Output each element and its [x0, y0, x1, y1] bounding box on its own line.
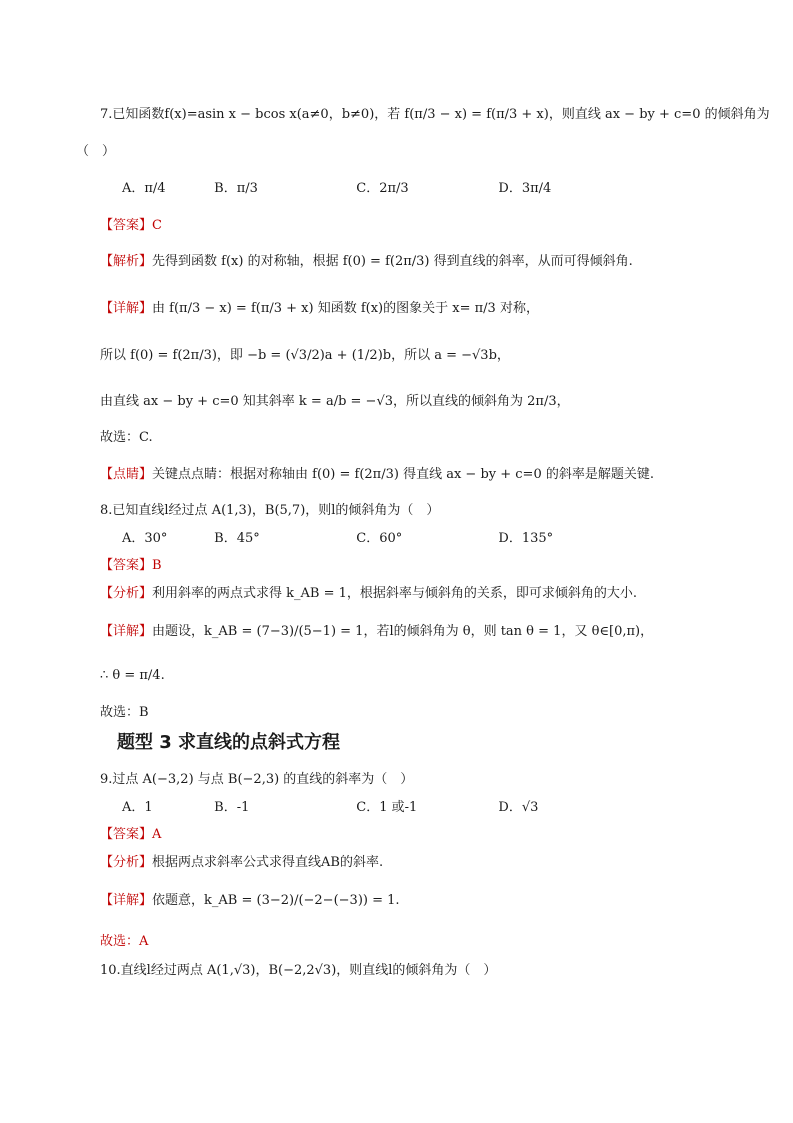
- q9-options: [122, 799, 782, 817]
- q9-answer: 【答案】A: [100, 827, 162, 842]
- q9-option-a: A．1: [122, 800, 153, 815]
- q9-option-d: D．√3: [498, 800, 539, 815]
- q8-option-c: C．60°: [356, 531, 403, 546]
- q9-choose: 故选：A: [100, 934, 149, 949]
- q8-choose: 故选：B: [100, 705, 149, 720]
- q9-analysis: 【分析】根据两点求斜率公式求得直线AB的斜率.: [100, 855, 384, 870]
- q8-analysis: 【分析】利用斜率的两点式求得 k_AB = 1，根据斜率与倾斜角的关系，即可求倾斜角的大小.: [100, 586, 638, 601]
- q9-stem: 9.过点 A(−3,2) 与点 B(−2,3) 的直线的斜率为（ ）: [100, 772, 414, 787]
- q7-stem: 7.已知函数f(x)=asin x − bcos x(a≠0，b≠0)，若 f(π/3 − x) = f(π/3 + x)，则直线 ax − by + c=0 的倾斜角为: [100, 107, 770, 122]
- q7-paren: （ ）: [76, 144, 116, 159]
- q8-options: [122, 530, 782, 548]
- q7-option-a: A．π/4: [122, 181, 166, 196]
- q7-detail-3: 由直线 ax − by + c=0 知其斜率 k = a/b = −√3，所以直线的倾斜角为 2π/3，: [100, 394, 570, 409]
- q8-stem: 8.已知直线l经过点 A(1,3)，B(5,7)，则l的倾斜角为（ ）: [100, 503, 440, 518]
- q8-option-d: D．135°: [498, 531, 554, 546]
- q8-option-b: B．45°: [214, 531, 260, 546]
- q7-comment: 【点睛】关键点点睛：根据对称轴由 f(0) = f(2π/3) 得直线 ax − by + c=0 的斜率是解题关键.: [100, 467, 654, 482]
- q7-choose: 故选：C.: [100, 430, 153, 445]
- q7-option-b: B．π/3: [214, 181, 258, 196]
- q7-option-c: C．2π/3: [356, 181, 409, 196]
- q9-option-c: C．1 或-1: [356, 800, 418, 815]
- q8-answer: 【答案】B: [100, 558, 162, 573]
- q9-option-b: B．-1: [214, 800, 250, 815]
- section-heading: 题型 3 求直线的点斜式方程: [117, 732, 341, 753]
- q7-option-d: D．3π/4: [498, 181, 552, 196]
- q7-detail-1: 【详解】由 f(π/3 − x) = f(π/3 + x) 知函数 f(x)的图象关于 x= π/3 对称，: [100, 301, 539, 316]
- q7-options: [122, 180, 782, 198]
- q9-detail-1: 【详解】依题意，k_AB = (3−2)/(−2−(−3)) = 1.: [100, 893, 400, 908]
- q7-analysis: 【解析】先得到函数 f(x) 的对称轴，根据 f(0) = f(2π/3) 得到直线的斜率，从而可得倾斜角.: [100, 254, 633, 269]
- q10-stem: 10.直线l经过两点 A(1,√3)，B(−2,2√3)，则直线l的倾斜角为（ ）: [100, 963, 497, 978]
- q8-option-a: A．30°: [122, 531, 168, 546]
- q8-detail-2: ∴ θ = π/4.: [100, 668, 165, 683]
- q7-detail-2: 所以 f(0) = f(2π/3)，即 −b = (√3/2)a + (1/2)b，所以 a = −√3b，: [100, 348, 510, 363]
- q7-answer: 【答案】C: [100, 218, 162, 233]
- q8-detail-1: 【详解】由题设，k_AB = (7−3)/(5−1) = 1，若l的倾斜角为 θ，则 tan θ = 1，又 θ∈[0,π)，: [100, 624, 654, 639]
